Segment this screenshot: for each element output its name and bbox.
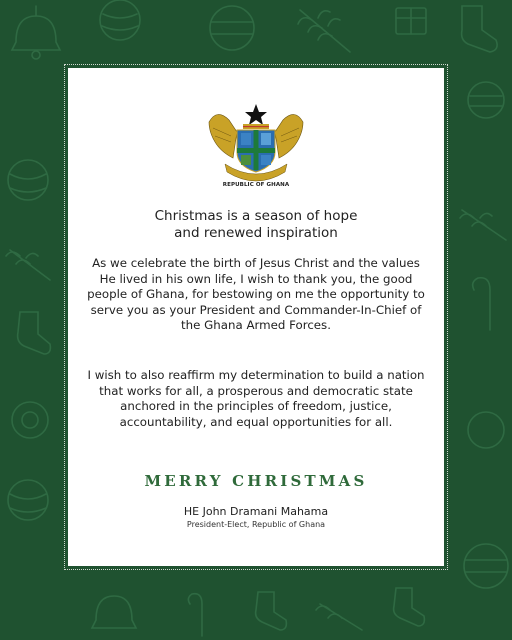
merry-christmas-heading: MERRY CHRISTMAS: [144, 472, 368, 490]
ornament-icon: [210, 6, 254, 50]
black-star-icon: [245, 104, 267, 125]
bell-icon: [12, 6, 60, 59]
headline-line-1: Christmas is a season of hope: [154, 208, 358, 224]
candy-cane-icon: [473, 278, 490, 330]
signature-title: President-Elect, Republic of Ghana: [186, 520, 326, 529]
ornament-icon: [8, 160, 48, 200]
eagle-right-icon: [275, 114, 303, 158]
ornament-icon: [464, 544, 508, 588]
bell-icon: [92, 596, 136, 628]
leaf-branch-icon: [460, 210, 506, 240]
stocking-icon: [462, 6, 498, 52]
leaf-branch-icon: [298, 10, 350, 52]
message-paragraph-2: I wish to also reaffirm my determination to build a nation that works for all, a prosperous and democratic state anchored in the principles of freedom, justice, accountability, and equal opportunities for all.: [87, 368, 425, 429]
ornament-icon: [468, 412, 504, 448]
ornament-icon: [100, 0, 140, 40]
candy-cane-icon: [188, 594, 202, 636]
headline-line-2: and renewed inspiration: [174, 225, 338, 241]
leaf-branch-icon: [316, 604, 362, 630]
gift-icon: [396, 8, 426, 34]
ghana-coat-of-arms: [203, 102, 309, 184]
stocking-icon: [18, 312, 51, 354]
eagle-left-icon: [209, 114, 237, 158]
stocking-icon: [394, 588, 425, 626]
ornament-icon: [12, 402, 48, 438]
stocking-icon: [256, 592, 287, 630]
signature-name: HE John Dramani Mahama: [183, 505, 329, 518]
emblem-caption: REPUBLIC OF GHANA: [222, 182, 290, 188]
message-headline: [90, 208, 422, 242]
message-paragraph-1: As we celebrate the birth of Jesus Christ and the values He lived in his own life, I wish to thank you, the good people of Ghana, for bestowing on me the opportunity to serve you as your President and Commander-In-Chief of the Ghana Armed Forces.: [87, 256, 425, 332]
ornament-icon: [468, 82, 504, 118]
leaf-branch-icon: [6, 250, 50, 280]
